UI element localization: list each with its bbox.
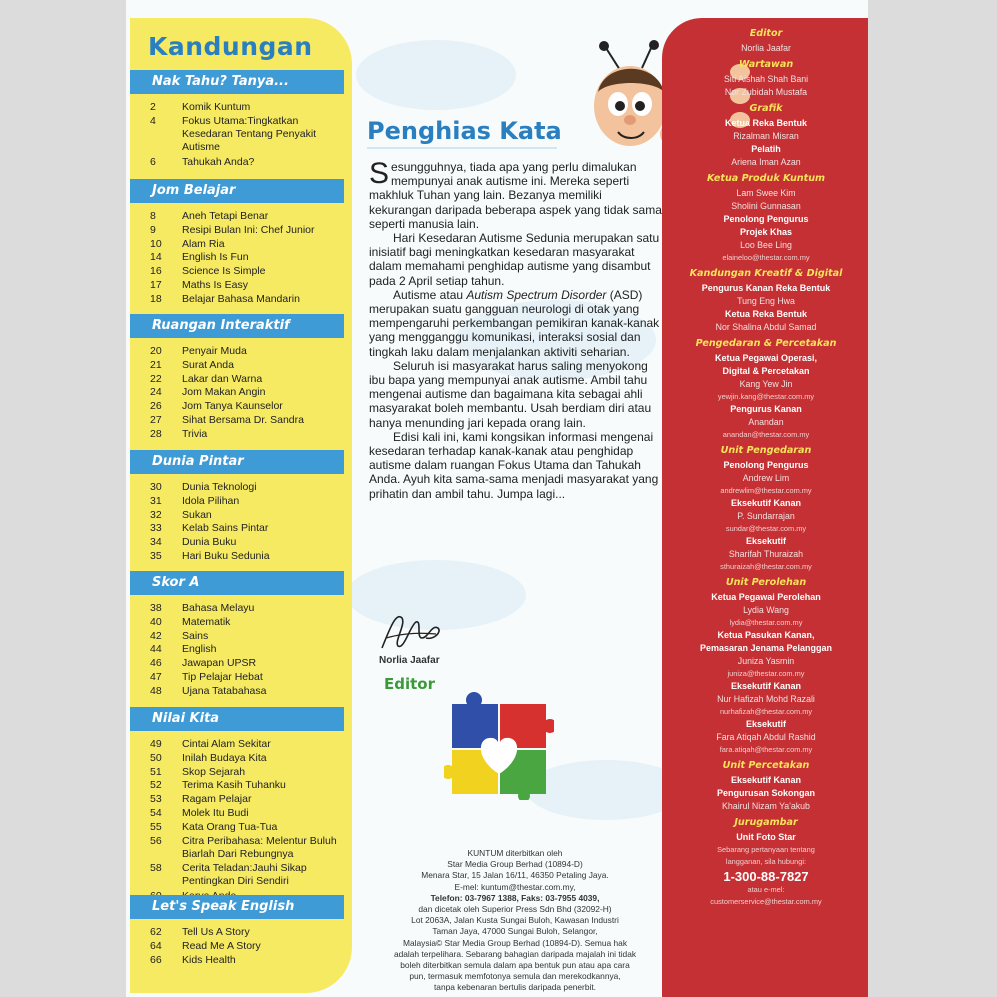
footer-line: E-mel: kuntum@thestar.com.my, [454, 881, 576, 892]
contents-item-label: Komik Kuntum [182, 101, 251, 113]
page-number: 35 [150, 550, 162, 562]
credit-role: Digital & Percetakan [722, 366, 810, 376]
credit-phone: 1-300-88-7827 [723, 869, 809, 884]
contents-item-label: Matematik [182, 615, 231, 628]
paragraph-text: esungguhnya, tiada apa yang perlu dimalukan mempunyai anak autisme ini. Mereka seperti makhluk Tuhan yang lain. Bezanya memiliki kekurangan daripada beberapa aspek yang tidak sama seperti manusia lain. [369, 160, 662, 231]
credit-role: Penolong Pengurus [723, 214, 809, 224]
contents-item-label: Penyair Muda [182, 345, 247, 357]
credit-role: Ketua Pasukan Kanan, [717, 630, 815, 640]
credit-name: Tung Eng Hwa [737, 296, 795, 306]
footer-line: dan dicetak oleh Superior Press Sdn Bhd (32092-H) [418, 904, 612, 915]
contents-item-label: Aneh Tetapi Benar [182, 210, 269, 222]
contents-item-label: English Is Fun [182, 251, 249, 264]
contents-item-label: Idola Pilihan [182, 494, 240, 507]
contents-item-label: Jawapan UPSR [182, 657, 257, 670]
contents-item-label: Ujana Tatabahasa [182, 684, 267, 697]
page-number: 17 [150, 279, 162, 291]
footer-line: KUNTUM diterbitkan oleh [467, 848, 563, 858]
credit-role: Eksekutif [745, 536, 787, 546]
credit-mail: sundar@thestar.com.my [725, 524, 807, 533]
credit-head: Unit Pengedaran [720, 445, 812, 456]
page-number: 38 [150, 602, 162, 614]
credit-name: Anandan [748, 417, 784, 427]
contents-item-label: Tip Pelajar Hebat [182, 671, 263, 683]
page-number: 22 [150, 372, 162, 385]
credit-role: Projek Khas [739, 227, 793, 237]
contents-item-label: Kids Health [182, 953, 236, 966]
credit-name: Nur Hafizah Mohd Razali [717, 694, 815, 704]
editorial-title: Penghias Kata [367, 117, 562, 145]
credit-role: Ketua Pegawai Perolehan [711, 592, 821, 602]
page-number: 44 [150, 643, 162, 656]
page-number: 33 [150, 522, 162, 535]
credit-mail: atau e-mel: [747, 885, 785, 894]
editorial-paragraph: Edisi kali ini, kami kongsikan informasi mengenai kesedaran terhadap kanak-kanak atau penghidap autisme dalam ruangan Fokus Utama dan Tahukah Anda. Ayuh kita sama-sama menjadi masyarakat yang prihatin dan ambil tahu. Jumpa lagi... [369, 429, 659, 501]
magazine-page [126, 0, 868, 997]
contents-item-label: Maths Is Easy [182, 279, 248, 291]
contents-title: Kandungan [148, 32, 313, 61]
contents-item-label: Science Is Simple [182, 265, 266, 278]
page-number: 30 [150, 481, 162, 493]
credit-name: Rizalman Misran [733, 131, 799, 141]
credit-head: Unit Percetakan [722, 760, 810, 771]
credit-name: Siti Aishah Shah Bani [723, 74, 809, 84]
publisher-footer [364, 848, 666, 994]
credit-mail: lydia@thestar.com.my [729, 618, 803, 627]
credit-mail: elaineloo@thestar.com.my [722, 253, 810, 262]
credit-role: Penolong Pengurus [723, 460, 809, 470]
credit-role: Eksekutif Kanan [730, 681, 802, 691]
contents-item-label: Alam Ria [182, 237, 225, 250]
credit-name: Nor Shalina Abdul Samad [715, 322, 817, 332]
credit-role: Unit Foto Star [736, 832, 796, 842]
contents-item-label: Citra Peribahasa: Melentur Buluh Biarlah Dari Rebungnya [182, 834, 337, 860]
page-number: 32 [150, 508, 162, 521]
credit-name: Lydia Wang [743, 605, 789, 615]
footer-line: pun, termasuk memfotonya semula dan merekodkannya, [409, 971, 621, 982]
contents-item-label: Surat Anda [182, 358, 234, 371]
section-header: Let's Speak English [130, 895, 344, 919]
page-number: 10 [150, 237, 162, 250]
page-number: 24 [150, 386, 162, 399]
paragraph-text: Autisme atau [393, 287, 467, 302]
contents-item-label: Ragam Pelajar [182, 793, 252, 806]
page-number: 34 [150, 536, 162, 549]
editorial-paragraph: Hari Kesedaran Autisme Sedunia merupakan satu inisiatif bagi meningkatkan kesedaran masyarakat dalam memahami penghidap autisme yang disambut pada 2 April setiap tahun. [369, 231, 660, 288]
credit-name: Sharifah Thuraizah [728, 549, 804, 559]
page-number: 6 [150, 156, 156, 169]
contents-item-label: Trivia [182, 427, 208, 440]
footer-line: Menara Star, 15 Jalan 16/11, 46350 Petaling Jaya. [421, 870, 609, 881]
credit-mail: customerservice@thestar.com.my [710, 897, 822, 906]
footer-line: Malaysia© Star Media Group Berhad (10894-D). Semua hak [402, 937, 628, 948]
section-header: Ruangan Interaktif [130, 314, 344, 338]
signature-role: Editor [384, 675, 435, 693]
editorial-body [369, 157, 667, 501]
footer-line: Lot 2063A, Jalan Kusta Sungai Buloh, Kawasan Industri [411, 915, 619, 926]
footer-line: Star Media Group Berhad (10894-D) [447, 859, 583, 870]
contents-item-label: Hari Buku Sedunia [182, 550, 270, 562]
contents-item-label: Sukan [182, 508, 212, 521]
credit-name: Ariena Iman Azan [731, 157, 801, 167]
page-number: 51 [150, 765, 162, 778]
contents-item-label: Dunia Buku [182, 536, 237, 549]
page-number: 18 [150, 292, 162, 305]
credit-mail: yewjin.kang@thestar.com.my [717, 392, 815, 401]
page-number: 54 [150, 807, 162, 819]
page-number: 42 [150, 629, 162, 642]
credit-role: Pengurus Kanan [730, 404, 802, 414]
credit-mail: fara.atiqah@thestar.com.my [719, 745, 813, 754]
credit-head: Wartawan [738, 59, 794, 70]
footer-line: boleh diterbitkan semula dalam apa bentuk pun atau apa cara [400, 960, 630, 971]
credit-name: Kang Yew Jin [739, 379, 793, 389]
contents-panel [130, 18, 352, 993]
credit-name: Loo Bee Ling [740, 240, 792, 250]
contents-item-label: Resipi Bulan Ini: Chef Junior [182, 223, 315, 236]
page-number: 21 [150, 358, 162, 371]
drop-cap: S [369, 157, 390, 190]
credit-name: P. Sundarrajan [737, 511, 795, 521]
page-number: 62 [150, 926, 162, 938]
page-number: 27 [150, 414, 162, 426]
signature-scribble [376, 608, 446, 656]
contents-item-label: Inilah Budaya Kita [182, 751, 267, 764]
credit-head: Unit Perolehan [725, 577, 807, 588]
editorial-paragraph [369, 288, 667, 359]
credit-mail: sthuraizah@thestar.com.my [720, 562, 812, 571]
contents-item-label: Jom Makan Angin [182, 386, 266, 399]
cloud-decoration [356, 40, 516, 110]
page-number: 9 [150, 223, 156, 236]
footer-line: Telefon: 03-7967 1388, Faks: 03-7955 4039, [430, 892, 600, 903]
credit-name: Andrew Lim [742, 473, 790, 483]
footer-line: Taman Jaya, 47000 Sungai Buloh, Selangor, [432, 926, 598, 937]
contents-item-label: Belajar Bahasa Mandarin [182, 292, 300, 305]
footer-line: tanpa kebenaran bertulis daripada penerbit. [433, 982, 597, 993]
credit-head: Editor [749, 28, 783, 39]
section-header: Skor A [130, 571, 344, 595]
page-number: 58 [150, 862, 162, 875]
page-number: 26 [150, 400, 162, 413]
credit-name: Lam Swee Kim [736, 188, 796, 198]
contents-item-label: Bahasa Melayu [182, 602, 255, 614]
page-number: 66 [150, 953, 162, 966]
contents-item-label: Dunia Teknologi [182, 481, 257, 493]
page-number: 56 [150, 834, 162, 847]
contents-item-label: Cerita Teladan:Jauhi Sikap Pentingkan Diri Sendiri [182, 862, 307, 888]
puzzle-heart-logo [444, 686, 554, 800]
page-number: 31 [150, 494, 162, 507]
contents-item-label: Jom Tanya Kaunselor [182, 400, 283, 413]
page-number: 4 [150, 114, 156, 127]
page-number: 14 [150, 251, 162, 264]
contents-item-label: Tahukah Anda? [182, 156, 255, 169]
credit-role: Eksekutif Kanan [730, 498, 802, 508]
contents-item-label: Terima Kasih Tuhanku [182, 779, 286, 792]
credit-name: Juniza Yasmin [737, 656, 795, 666]
credit-role: Pelatih [751, 144, 781, 154]
page-number: 46 [150, 657, 162, 670]
credit-role: Pengurusan Sokongan [716, 788, 815, 798]
contents-item-label: Read Me A Story [182, 939, 261, 952]
credit-head: Grafik [749, 103, 783, 114]
page-number: 52 [150, 779, 162, 792]
page-number: 28 [150, 427, 162, 440]
contents-item-label: Tell Us A Story [182, 926, 250, 938]
paragraph-italic: Autism Spectrum Disorder [466, 287, 607, 302]
page-number: 20 [150, 345, 162, 357]
page-number: 64 [150, 939, 162, 952]
contents-item-label: Cintai Alam Sekitar [182, 738, 271, 750]
contents-item-label: Skop Sejarah [182, 765, 246, 778]
editorial-paragraph [369, 157, 667, 231]
page-number: 50 [150, 751, 162, 764]
contents-item-label: Fokus Utama:Tingkatkan Kesedaran Tentang Penyakit Autisme [182, 114, 317, 153]
contents-item-label: Lakar dan Warna [182, 372, 263, 385]
paragraph-text: (ASD) merupakan suatu gangguan neurologi di otak yang mempengaruhi perkembangan pemikiran kanak-kanak yang mengganggu komunikasi, interaksi sosial dan tingkah laku dalam menjalankan aktiviti seharian. [369, 287, 660, 359]
credit-role: Pengurus Kanan Reka Bentuk [701, 283, 831, 293]
credit-mail: andrewlim@thestar.com.my [720, 486, 812, 495]
page-number: 49 [150, 738, 162, 750]
credit-name: Nor Zubidah Mustafa [724, 87, 808, 97]
credit-name: Fara Atiqah Abdul Rashid [716, 732, 816, 742]
page-number: 8 [150, 210, 156, 222]
page-number: 16 [150, 265, 162, 278]
signature-name: Norlia Jaafar [379, 655, 440, 666]
credit-role: Ketua Reka Bentuk [724, 118, 808, 128]
credit-name: Norlia Jaafar [741, 43, 791, 53]
credit-role: Eksekutif Kanan [730, 775, 802, 785]
credit-name: Khairul Nizam Ya'akub [722, 801, 810, 811]
credit-role: Pemasaran Jenama Pelanggan [699, 643, 833, 653]
credit-mail: langganan, sila hubungi: [725, 857, 807, 866]
credit-head: Kandungan Kreatif & Digital [689, 268, 843, 279]
page-number: 53 [150, 793, 162, 806]
credit-head: Ketua Produk Kuntum [706, 173, 826, 184]
title-underline [367, 147, 557, 149]
contents-item-label: Kelab Sains Pintar [182, 522, 269, 535]
contents-item-label: Molek Itu Budi [182, 807, 249, 819]
contents-item-label: Kata Orang Tua-Tua [182, 820, 278, 833]
credit-role: Eksekutif [745, 719, 787, 729]
section-header: Nilai Kita [130, 707, 344, 731]
section-header: Jom Belajar [130, 179, 344, 203]
page-number: 55 [150, 820, 162, 833]
contents-item-label: Sains [182, 629, 209, 642]
page-number: 2 [150, 101, 156, 113]
section-header: Dunia Pintar [130, 450, 344, 474]
credit-mail: nurhafizah@thestar.com.my [719, 707, 813, 716]
contents-item-label: Sihat Bersama Dr. Sandra [182, 414, 304, 426]
credit-head: Pengedaran & Percetakan [695, 338, 837, 349]
credit-mail: Sebarang pertanyaan tentang [717, 845, 815, 854]
credit-mail: anandan@thestar.com.my [722, 430, 810, 439]
footer-line: adalah terpelihara. Sebarang bahagian daripada majalah ini tidak [393, 948, 637, 959]
credit-mail: juniza@thestar.com.my [727, 669, 805, 678]
credit-role: Ketua Reka Bentuk [724, 309, 808, 319]
page-number: 48 [150, 684, 162, 697]
section-header: Nak Tahu? Tanya... [130, 70, 344, 94]
page-number: 47 [150, 671, 162, 683]
page-number: 40 [150, 615, 162, 628]
contents-item-label: English [182, 643, 217, 656]
credit-name: Sholini Gunnasan [731, 201, 801, 211]
credit-role: Ketua Pegawai Operasi, [714, 353, 818, 363]
editorial-paragraph: Seluruh isi masyarakat harus saling menyokong ibu bapa yang mempunyai anak autisme. Ambil tahu mengenai autisme dan bagaimana kita sebagai ahli masyarakat boleh membantu. Usah berdiam diri atau hanya menunding jari kepada orang lain. [369, 358, 652, 430]
credit-head: Jurugambar [734, 817, 798, 828]
